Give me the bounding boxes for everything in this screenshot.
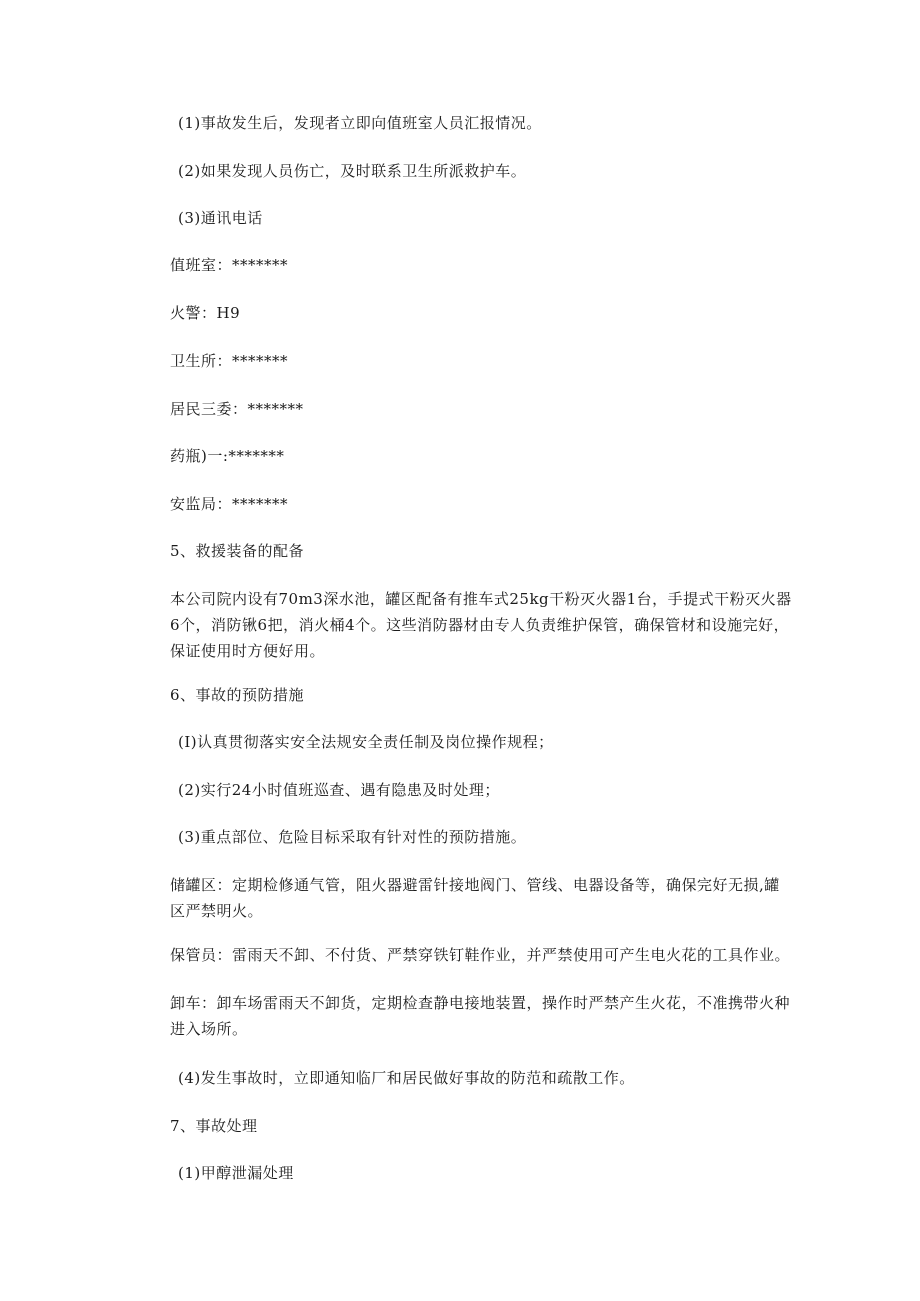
section-7-heading: 7、事故处理 — [170, 1117, 258, 1135]
methanol-leak-heading: (1)甲醇泄漏处理 — [178, 1164, 294, 1182]
prevention-item-4: (4)发生事故时，立即通知临厂和居民做好事故的防范和疏散工作。 — [178, 1069, 635, 1087]
report-step-3-heading: (3)通讯电话 — [178, 209, 263, 227]
section-6-heading: 6、事故的预防措施 — [170, 686, 305, 704]
phone-clinic: 卫生所：******* — [170, 352, 289, 370]
phone-fire-alarm: 火警：H9 — [170, 304, 241, 322]
phone-pharmacy: 药瓶)一:******* — [170, 447, 285, 465]
phone-duty-room: 值班室：******* — [170, 256, 289, 274]
prevention-item-2: (2)实行24小时值班巡查、遇有隐患及时处理； — [178, 781, 500, 799]
report-step-1: (1)事故发生后，发现者立即向值班室人员汇报情况。 — [178, 114, 542, 132]
equipment-paragraph: 本公司院内设有70m3深水池，罐区配备有推车式25kg干粉灭火器1台，手提式干粉灭火器6个，消防锹6把，消火桶4个。这些消防器材由专人负责维护保管，确保管材和设施完好，保证使用时方便好用。 — [170, 590, 792, 660]
phone-safety-bureau: 安监局：******* — [170, 495, 289, 513]
storekeeper-paragraph: 保管员：雷雨天不卸、不付货、严禁穿铁钉鞋作业，并严禁使用可产生电火花的工具作业。 — [170, 946, 791, 964]
section-5-heading: 5、救援装备的配备 — [170, 542, 305, 560]
phone-residents-committee: 居民三委：******* — [170, 400, 304, 418]
unloading-paragraph: 卸车：卸车场雷雨天不卸货，定期检查静电接地装置，操作时严禁产生火花，不准携带火种进入场所。 — [170, 994, 791, 1038]
prevention-item-1: (I)认真贯彻落实安全法规安全责任制及岗位操作规程； — [178, 733, 554, 751]
prevention-item-3: (3)重点部位、危险目标采取有针对性的预防措施。 — [178, 828, 527, 846]
report-step-2: (2)如果发现人员伤亡，及时联系卫生所派救护车。 — [178, 162, 527, 180]
tank-area-paragraph: 储罐区：定期检修通气管，阻火器避雷针接地阀门、管线、电器设备等，确保完好无损,罐区严禁明火。 — [170, 876, 780, 920]
